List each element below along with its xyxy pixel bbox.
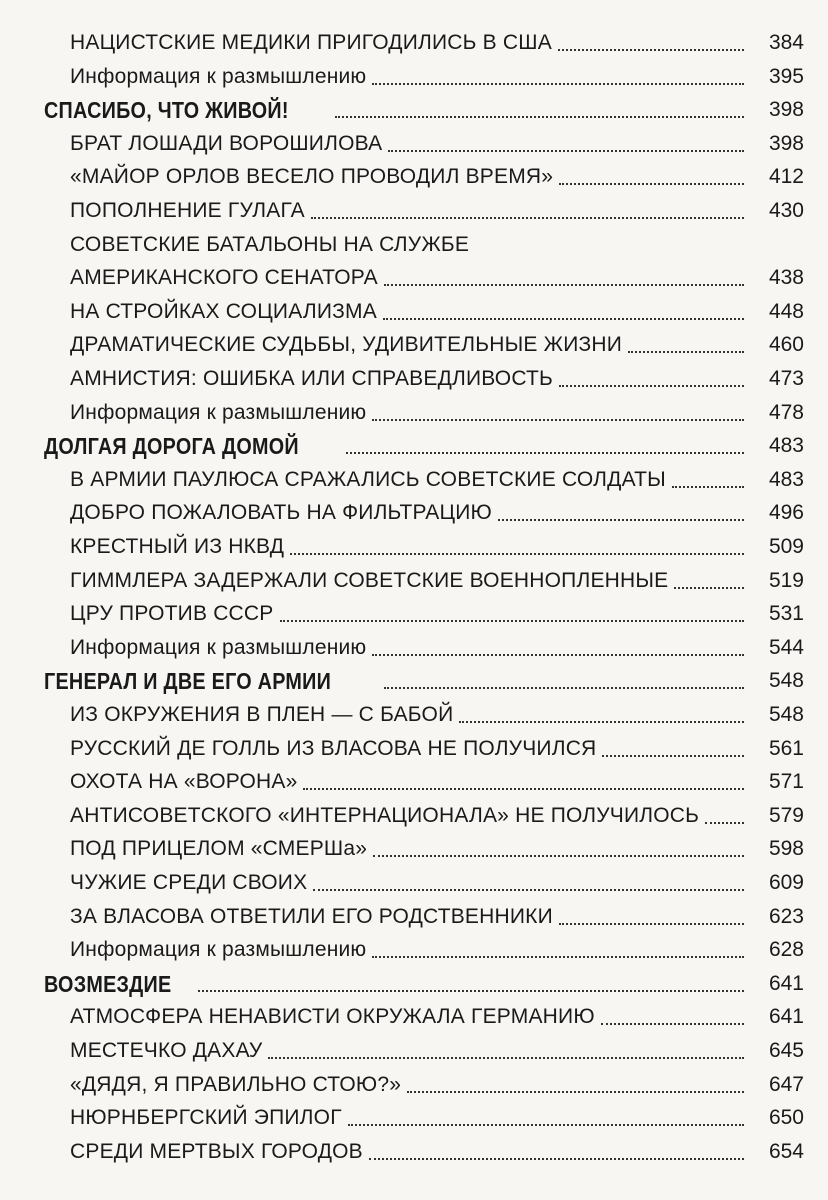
dot-leader xyxy=(407,1065,744,1093)
toc-entry xyxy=(0,896,828,930)
toc-page-number: 519 xyxy=(768,568,804,592)
dot-leader xyxy=(313,863,744,891)
toc-page-number: 641 xyxy=(768,971,804,995)
toc-entry-title: Информация к размышлению xyxy=(70,400,367,424)
dot-leader xyxy=(459,695,744,723)
toc-entry xyxy=(0,627,828,661)
dot-leader xyxy=(674,561,744,589)
dot-leader xyxy=(388,124,744,152)
toc-page-number: 598 xyxy=(768,837,804,861)
toc-entry-title: Информация к размышлению xyxy=(70,64,367,88)
toc-page-number: 544 xyxy=(768,635,804,659)
toc-entry-title: ЦРУ ПРОТИВ СССР xyxy=(70,602,274,626)
dot-leader xyxy=(601,997,744,1025)
toc-entry xyxy=(0,526,828,560)
toc-entry-title: ЧУЖИЕ СРЕДИ СВОИХ xyxy=(70,871,308,894)
toc-page-number: 650 xyxy=(768,1106,804,1130)
toc-entry-title: «МАЙОР ОРЛОВ ВЕСЕЛО ПРОВОДИЛ ВРЕМЯ» xyxy=(70,165,554,189)
dot-leader xyxy=(280,594,745,622)
dot-leader xyxy=(672,460,744,488)
toc-page-number: 412 xyxy=(768,165,804,189)
dot-leader xyxy=(498,493,744,521)
toc-entry xyxy=(0,728,828,762)
toc-section-title: ГЕНЕРАЛ И ДВЕ ЕГО АРМИИ xyxy=(44,668,332,695)
dot-leader xyxy=(268,1031,744,1059)
toc-page-number: 531 xyxy=(768,602,804,626)
toc-page-number: 641 xyxy=(768,1005,804,1029)
toc-entry xyxy=(0,257,828,291)
toc-entry xyxy=(0,1030,828,1064)
toc-entry-title: ДОБРО ПОЖАЛОВАТЬ НА ФИЛЬТРАЦИЮ xyxy=(70,501,492,525)
dot-leader xyxy=(198,964,744,992)
toc-entry xyxy=(0,862,828,896)
dot-leader xyxy=(303,762,744,790)
toc-page-number: 548 xyxy=(768,703,804,726)
toc-entry xyxy=(0,694,828,728)
toc-entry xyxy=(0,492,828,526)
toc-entry xyxy=(0,1064,828,1098)
toc-entry xyxy=(0,828,828,862)
toc-entry-title: АТМОСФЕРА НЕНАВИСТИ ОКРУЖАЛА ГЕРМАНИЮ xyxy=(70,1005,595,1029)
dot-leader xyxy=(372,930,744,958)
dot-leader xyxy=(559,359,744,387)
toc-page-number: 628 xyxy=(768,938,804,962)
toc-entry-title: НА СТРОЙКАХ СОЦИАЛИЗМА xyxy=(70,299,377,323)
toc-entry xyxy=(0,156,828,190)
toc-page-number: 548 xyxy=(768,669,804,693)
dot-leader xyxy=(369,1132,744,1160)
dot-leader xyxy=(346,426,744,454)
toc-entry xyxy=(0,123,828,157)
toc-entry-title: ЗА ВЛАСОВА ОТВЕТИЛИ ЕГО РОДСТВЕННИКИ xyxy=(70,904,553,928)
toc-page-number: 609 xyxy=(768,871,804,894)
dot-leader xyxy=(373,829,744,857)
toc-page-number: 398 xyxy=(768,131,804,155)
toc-entry-title: НАЦИСТСКИЕ МЕДИКИ ПРИГОДИЛИСЬ В США xyxy=(70,31,552,54)
toc-entry xyxy=(0,358,828,392)
toc-section-title: ДОЛГАЯ ДОРОГА ДОМОЙ xyxy=(44,433,299,460)
toc-entry-title: В АРМИИ ПАУЛЮСА СРАЖАЛИСЬ СОВЕТСКИЕ СОЛДАТЫ xyxy=(70,467,666,491)
toc-entry xyxy=(0,324,828,358)
toc-page-number: 460 xyxy=(768,333,804,357)
toc-entry-title: ОХОТА НА «ВОРОНА» xyxy=(70,770,298,794)
dot-leader xyxy=(384,661,744,689)
toc-entry xyxy=(0,56,828,90)
toc-entry-title: КРЕСТНЫЙ ИЗ НКВД xyxy=(70,535,285,558)
toc-page-number: 483 xyxy=(768,434,804,458)
toc-entry-title: НЮРНБЕРГСКИЙ ЭПИЛОГ xyxy=(70,1106,342,1130)
toc-page-number: 483 xyxy=(768,467,804,491)
toc-entry-title: РУССКИЙ ДЕ ГОЛЛЬ ИЗ ВЛАСОВА НЕ ПОЛУЧИЛСЯ xyxy=(70,736,597,760)
toc-section-title: ВОЗМЕЗДИЕ xyxy=(44,970,172,997)
dot-leader xyxy=(383,292,744,320)
dot-leader xyxy=(348,1098,744,1126)
toc-entry-title: ИЗ ОКРУЖЕНИЯ В ПЛЕН — С БАБОЙ xyxy=(70,703,454,726)
toc-entry-title: «ДЯДЯ, Я ПРАВИЛЬНО СТОЮ?» xyxy=(70,1072,402,1096)
toc-section xyxy=(0,89,828,123)
dot-leader xyxy=(372,393,744,421)
toc-section xyxy=(0,963,828,997)
dot-leader xyxy=(290,527,744,555)
dot-leader xyxy=(372,628,744,656)
toc-section xyxy=(0,660,828,694)
dot-leader xyxy=(559,157,744,185)
toc-entry-title: АМНИСТИЯ: ОШИБКА ИЛИ СПРАВЕДЛИВОСТЬ xyxy=(70,367,554,390)
toc-entry xyxy=(0,593,828,627)
toc-page-number: 645 xyxy=(768,1039,804,1062)
toc-entry xyxy=(0,22,828,56)
toc-entry-title: СОВЕТСКИЕ БАТАЛЬОНЫ НА СЛУЖБЕ xyxy=(70,232,470,256)
toc-page-number: 430 xyxy=(768,199,804,222)
dot-leader xyxy=(335,90,744,118)
toc-page-number: 623 xyxy=(768,904,804,928)
toc-entry xyxy=(0,761,828,795)
toc-entry-title: Информация к размышлению xyxy=(70,938,367,962)
toc-entry-title: ГИММЛЕРА ЗАДЕРЖАЛИ СОВЕТСКИЕ ВОЕННОПЛЕННЫЕ xyxy=(70,568,669,592)
toc-entry-title: АНТИСОВЕТСКОГО «ИНТЕРНАЦИОНАЛА» НЕ ПОЛУЧИЛОСЬ xyxy=(70,803,700,827)
toc-entry xyxy=(0,795,828,829)
toc-entry-title: ПОД ПРИЦЕЛОМ «СМЕРШа» xyxy=(70,837,368,861)
toc-section xyxy=(0,425,828,459)
toc-page-number: 438 xyxy=(768,266,804,290)
toc-page-number: 448 xyxy=(768,299,804,323)
toc-page-number: 647 xyxy=(768,1072,804,1096)
toc-page-number: 395 xyxy=(768,64,804,88)
toc-entry-title: ДРАМАТИЧЕСКИЕ СУДЬБЫ, УДИВИТЕЛЬНЫЕ ЖИЗНИ xyxy=(70,333,623,357)
toc-entry xyxy=(0,459,828,493)
toc-entry-title: СРЕДИ МЕРТВЫХ ГОРОДОВ xyxy=(70,1139,363,1163)
toc-entry xyxy=(0,224,828,258)
toc-page-number: 654 xyxy=(768,1139,804,1163)
toc-entry xyxy=(0,1097,828,1131)
dot-leader xyxy=(372,57,744,85)
toc-entry-title: ПОПОЛНЕНИЕ ГУЛАГА xyxy=(70,199,305,222)
dot-leader xyxy=(384,258,744,286)
toc-page-number: 384 xyxy=(768,31,804,54)
toc-page-number: 579 xyxy=(768,803,804,827)
toc-page-number: 496 xyxy=(768,501,804,525)
dot-leader xyxy=(628,325,744,353)
toc-entry xyxy=(0,392,828,426)
toc-page-number: 398 xyxy=(768,98,804,122)
toc-page-number: 571 xyxy=(768,770,804,794)
toc-entry xyxy=(0,929,828,963)
toc-entry-title: АМЕРИКАНСКОГО СЕНАТОРА xyxy=(70,266,378,290)
toc-entry xyxy=(0,560,828,594)
toc-entry-title: МЕСТЕЧКО ДАХАУ xyxy=(70,1039,263,1062)
dot-leader xyxy=(559,897,744,925)
toc-entry xyxy=(0,291,828,325)
toc-section-title: СПАСИБО, ЧТО ЖИВОЙ! xyxy=(44,97,289,124)
toc-page-number: 478 xyxy=(768,400,804,424)
toc-page-number: 561 xyxy=(768,736,804,760)
toc-page-number: 473 xyxy=(768,367,804,390)
dot-leader xyxy=(705,796,744,824)
toc-entry xyxy=(0,1131,828,1165)
dot-leader xyxy=(602,729,744,757)
toc-entry-title: Информация к размышлению xyxy=(70,635,367,659)
dot-leader xyxy=(558,23,744,51)
dot-leader xyxy=(311,191,744,219)
toc-entry xyxy=(0,996,828,1030)
toc-page-number: 509 xyxy=(768,535,804,558)
toc-entry-title: БРАТ ЛОШАДИ ВОРОШИЛОВА xyxy=(70,131,383,155)
toc-entry xyxy=(0,190,828,224)
